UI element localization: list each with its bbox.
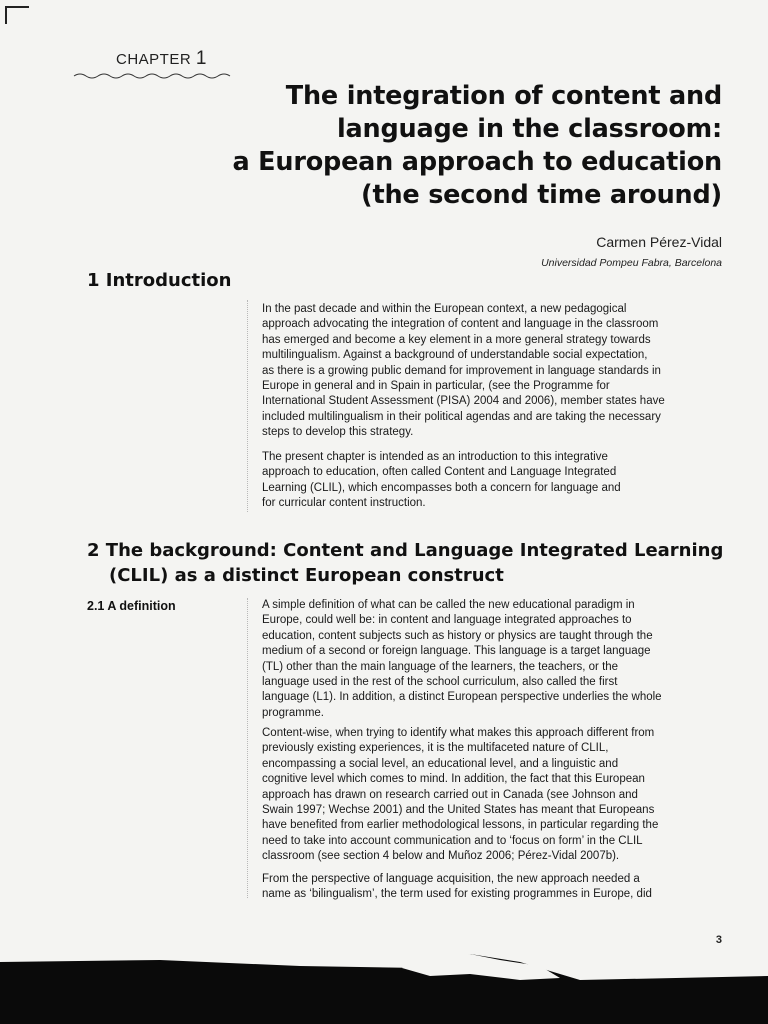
definition-paragraph [262,726,724,865]
title-line: a European approach to education [232,147,722,177]
text-line: medium of a second or foreign language. This language is a target language [262,645,651,658]
intro-paragraph [262,302,724,441]
text-line: name as ‘bilingualism’, the term used for existing programmes in Europe, did [262,888,652,901]
text-line: approach has drawn on research carried out in Canada (see Johnson and [262,788,638,801]
text-line: steps to develop this strategy. [262,426,414,439]
text-line: multilingualism. Against a background of understandable social expectation, [262,349,648,362]
heading-line: (CLIL) as a distinct European construct [109,565,504,586]
text-line: Europe in general and in Spain in particular, (see the Programme for [262,380,610,393]
crop-mark [5,6,29,24]
chapter-number: 1 [195,48,207,69]
text-line: Europe, could well be: in content and language integrated approaches to [262,614,632,627]
text-line: programme. [262,706,324,719]
text-line: language (L1). In addition, a distinct European perspective underlies the whole [262,691,662,704]
text-line: classroom (see section 4 below and Muñoz 2006; Pérez-Vidal 2007b). [262,850,620,863]
section-heading-introduction: 1 Introduction [87,270,232,291]
text-line: From the perspective of language acquisition, the new approach needed a [262,873,640,885]
title-line: language in the classroom: [336,114,722,144]
text-line: cognitive level which comes to mind. In addition, the fact that this European [262,773,645,786]
text-line: as there is a growing public demand for improvement in language standards in [262,364,661,377]
scan-shadow [0,954,768,1024]
margin-rule [247,598,248,898]
definition-paragraph [262,598,724,721]
section-heading-background [87,538,723,588]
text-line: approach advocating the integration of content and language in the classroom [262,318,659,331]
text-line: International Student Assessment (PISA) 2004 and 2006), member states have [262,395,665,408]
chapter-title [162,80,722,212]
subsection-heading-definition: 2.1 A definition [87,599,176,613]
text-line: In the past decade and within the European context, a new pedagogical [262,303,627,315]
text-line: need to take into account communication and to ‘focus on form’ in the CLIL [262,834,643,847]
text-line: Swain 1997; Wechse 2001) and the United States has meant that Europeans [262,804,655,817]
text-line: Learning (CLIL), which encompasses both a concern for language and [262,481,621,494]
text-line: A simple definition of what can be called the new educational paradigm in [262,599,635,611]
text-line: The present chapter is intended as an introduction to this integrative [262,451,608,463]
text-line: Content-wise, when trying to identify what makes this approach different from [262,727,655,739]
text-line: language used in the rest of the school curriculum, also called the first [262,676,618,689]
title-line: The integration of content and [285,81,722,111]
text-line: included multilingualism in their political agendas and are taking the necessary [262,410,661,423]
text-line: previously existing experiences, it is the multifaceted nature of CLIL, [262,742,609,755]
text-line: for curricular content instruction. [262,497,426,510]
author-affiliation: Universidad Pompeu Fabra, Barcelona [541,257,722,269]
chapter-label [116,48,207,70]
heading-line: 2 The background: Content and Language Integrated Learning [87,540,724,561]
chapter-word: CHAPTER [116,51,192,68]
margin-rule [247,300,248,512]
intro-paragraph [262,450,724,512]
text-line: have benefited from earlier methodological lessons, in particular regarding the [262,819,659,832]
text-line: has emerged and become a key element in a more general strategy towards [262,333,651,346]
text-line: education, content subjects such as history or physics are taught through the [262,629,653,642]
text-line: encompassing a social level, an educational level, and a linguistic and [262,757,619,770]
text-line: approach to education, often called Content and Language Integrated [262,466,617,479]
page-number: 3 [715,934,722,946]
definition-paragraph [262,872,724,903]
author-name: Carmen Pérez-Vidal [596,234,722,250]
title-line: (the second time around) [361,180,722,210]
text-line: (TL) other than the main language of the learners, the teachers, or the [262,660,619,673]
